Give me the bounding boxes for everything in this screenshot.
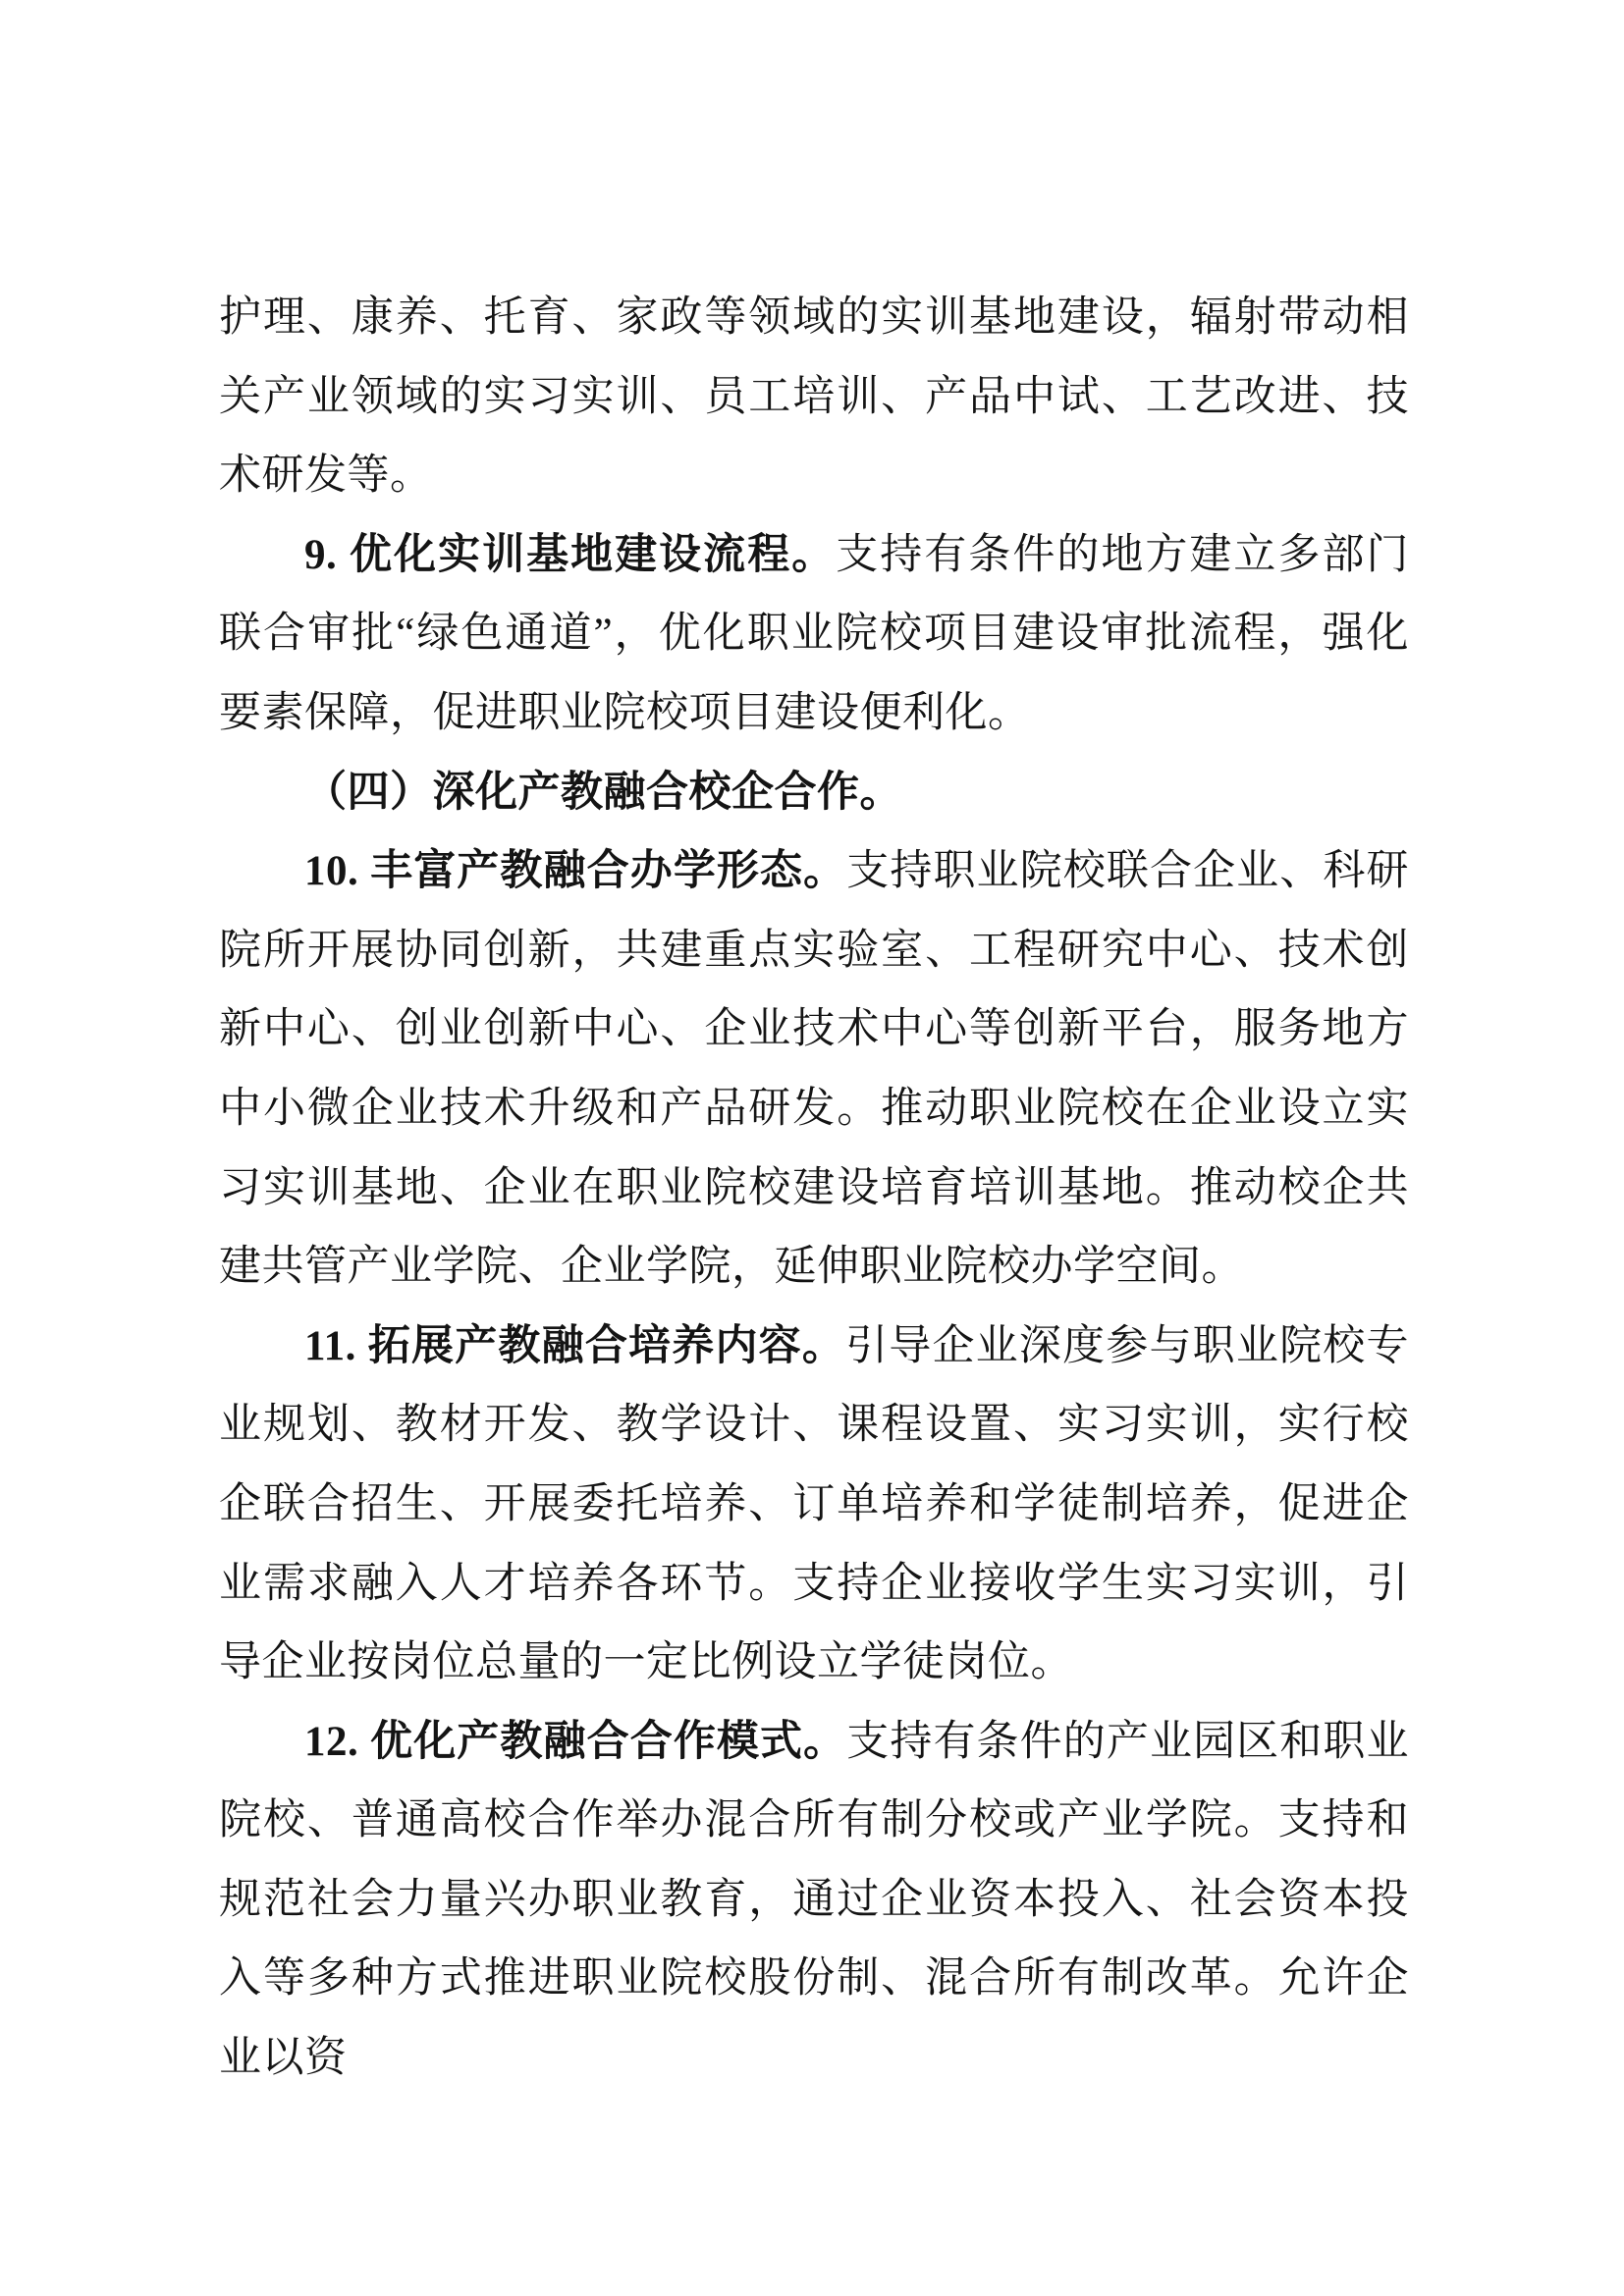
- paragraph-body-item-12: 支持有条件的产业园区和职业院校、普通高校合作举办混合所有制分校或产业学院。支持和规范社会力量兴办职业教育，通过企业资本投入、社会资本投入等多种方式推进职业院校股份制、混合所有制改革。允许企业以资: [219, 1718, 1409, 2082]
- paragraph-item-10: [219, 832, 1409, 1308]
- paragraph-item-9: [219, 516, 1409, 754]
- paragraph-item-11: [219, 1308, 1409, 1703]
- document-text-block: [219, 279, 1409, 2099]
- paragraph-item-12: [219, 1703, 1409, 2099]
- paragraph-lead-item-12: 12. 优化产教融合合作模式。: [304, 1718, 847, 1765]
- paragraph-body: 护理、康养、托育、家政等领域的实训基地建设，辐射带动相关产业领域的实习实训、员工培训、产品中试、工艺改进、技术研发等。: [219, 294, 1409, 500]
- paragraph-body-item-9: 支持有条件的地方建立多部门联合审批“绿色通道”，优化职业院校项目建设审批流程，强化要素保障，促进职业院校项目建设便利化。: [219, 531, 1409, 736]
- paragraph-lead-item-11: 11. 拓展产教融合培养内容。: [304, 1322, 846, 1369]
- heading-section-4-label: （四）深化产教融合校企合作。: [304, 769, 902, 816]
- paragraph-body-item-10: 支持职业院校联合企业、科研院所开展协同创新，共建重点实验室、工程研究中心、技术创新中心、创业创新中心、企业技术中心等创新平台，服务地方中小微企业技术升级和产品研发。推动职业院校在企业设立实习实训基地、企业在职业院校建设培育培训基地。推动校企共建共管产业学院、企业学院，延伸职业院校办学空间。: [219, 848, 1409, 1291]
- paragraph-continuation: [219, 279, 1409, 516]
- paragraph-lead-item-9: 9. 优化实训基地建设流程。: [304, 531, 837, 578]
- heading-section-4: [219, 754, 1409, 833]
- paragraph-body-item-11: 引导企业深度参与职业院校专业规划、教材开发、教学设计、课程设置、实习实训，实行校企联合招生、开展委托培养、订单培养和学徒制培养，促进企业需求融入人才培养各环节。支持企业接收学生实习实训，引导企业按岗位总量的一定比例设立学徒岗位。: [219, 1322, 1409, 1686]
- paragraph-lead-item-10: 10. 丰富产教融合办学形态。: [304, 848, 847, 895]
